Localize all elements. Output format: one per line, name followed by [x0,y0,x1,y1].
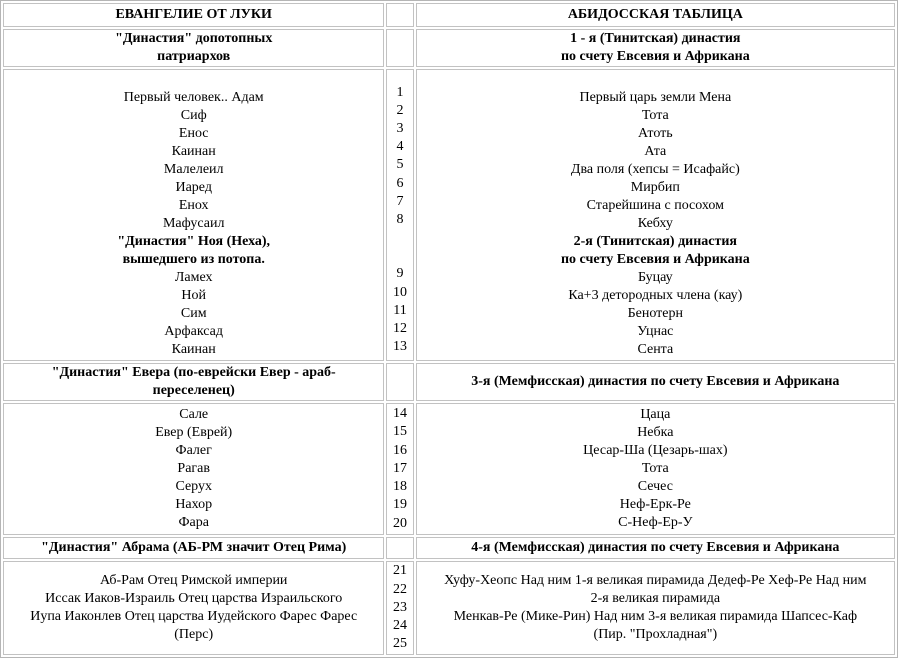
row-number: 17 [393,460,408,476]
header-number-spacer [386,3,413,27]
row-number: 5 [396,157,404,173]
list-item: Рагав [177,461,210,476]
block3-numbers [386,561,413,655]
list-item: 2-я великая пирамида [590,591,721,606]
title-line: "Династия" Евера (по-еврейски Евер - араб- [51,365,336,380]
title-line: патриархов [157,49,231,64]
row-number: 23 [393,599,408,615]
list-item: Старейшина с посохом [586,198,724,213]
block1-right [416,69,895,361]
row-number: 14 [393,406,408,422]
block1-numbers [386,69,413,361]
list-item: Ной [181,288,207,303]
list-item: Серух [175,479,212,494]
row-number: 8 [396,212,404,228]
title-line: по счету Евсевия и Африкана [560,49,750,64]
title-line: переселенец) [152,383,235,398]
block1-left [3,69,384,361]
list-item: Два поля (хепсы = Исафайс) [570,162,740,177]
block3-right [416,561,895,655]
row-number: 3 [396,121,404,137]
list-item: Тота [641,461,669,476]
list-item: Ата [644,144,667,159]
section3-left-title: "Династия" Абрама (АБ-РМ значит Отец Рима) [3,537,384,559]
header-left: ЕВАНГЕЛИЕ ОТ ЛУКИ [3,3,384,27]
section2-right-title: 3-я (Мемфисская) династия по счету Евсевия и Африкана [416,363,895,401]
list-item: Нахор [175,497,213,512]
list-item: (Пир. "Прохладная") [593,627,718,642]
list-item: Фалег [175,443,212,458]
block2-row [3,403,895,535]
list-item: Атоть [637,126,673,141]
row-number: 1 [396,84,404,100]
row-number: 10 [393,284,408,300]
list-item: Первый человек.. Адам [123,90,264,105]
list-item: Мафусаил [162,216,225,231]
list-item: Каинан [171,342,216,357]
list-item: Иссак Иаков-Израиль Отец царства Израильского [45,591,343,606]
list-item: Кебху [637,216,673,231]
title-line: 1 - я (Тинитская) династия [570,31,741,46]
row-number: 22 [393,581,408,597]
row-number: 13 [393,339,408,355]
row-number: 25 [393,636,408,652]
spacer [389,229,410,247]
list-item: Каинан [171,144,216,159]
row-number: 4 [396,139,404,155]
list-item: Цаца [640,407,671,422]
list-item: С-Неф-Ер-У [618,515,693,530]
list-item: Первый царь земли Мена [579,90,732,105]
block3-left [3,561,384,655]
block2-left [3,403,384,535]
list-item: Арфаксад [164,324,223,339]
list-item: Евер (Еврей) [155,425,233,440]
row-number: 9 [396,266,404,282]
row-number: 2 [396,102,404,118]
list-item: Менкав-Ре (Мике-Рин) Над ним 3-я великая пирамида Шапсес-Каф [453,609,858,624]
list-item: Тота [641,108,669,123]
row-number: 19 [393,497,408,513]
section3-title-row [3,537,895,559]
block3-row [3,561,895,655]
list-item: Неф-Ерк-Ре [619,497,691,512]
row-number: 6 [396,175,404,191]
list-item: Сим [180,306,207,321]
list-item: Сале [179,407,209,422]
list-item: Мирбип [630,180,680,195]
list-item: Хуфу-Хеопс Над ним 1-я великая пирамида Дедеф-Ре Хеф-Ре Над ним [444,573,867,588]
section3-right-title: 4-я (Мемфисская) династия по счету Евсевия и Африкана [416,537,895,559]
list-item: Фара [178,515,209,530]
list-item: Сиф [180,108,207,123]
title-line: "Династия" допотопных [115,31,273,46]
list-item: Буцау [637,270,673,285]
list-item: Бенотерн [627,306,684,321]
row-number: 7 [396,193,404,209]
row-number: 16 [393,442,408,458]
row-number: 21 [393,563,408,579]
row-number: 18 [393,479,408,495]
section3-number-spacer [386,537,413,559]
list-item: Енох [178,198,209,213]
section1-number-spacer [386,29,413,67]
header-right: АБИДОССКАЯ ТАБЛИЦА [416,3,895,27]
list-item: Иупа Иаконлев Отец царства Иудейского Фарес Фарес [30,609,358,624]
list-item: Сента [637,342,674,357]
list-item: Иаред [175,180,212,195]
row-number: 20 [393,515,408,531]
list-item: (Перс) [174,627,214,642]
section1-right-title [416,29,895,67]
row-number: 15 [393,424,408,440]
block2-numbers [386,403,413,535]
list-item: Ка+3 детородных члена (кау) [568,288,743,303]
list-item: Малелеил [163,162,224,177]
row-number: 11 [393,302,407,318]
subheading: "Династия" Ноя (Неха), [117,234,271,249]
section2-left-title [3,363,384,401]
section2-title-row [3,363,895,401]
list-item: Уцнас [637,324,674,339]
list-item: Аб-Рам Отец Римской империи [99,573,288,588]
subheading: 2-я (Тинитская) династия [573,234,738,249]
list-item: Цесар-Ша (Цезарь-шах) [583,443,728,458]
row-number: 12 [393,320,408,336]
row-number: 24 [393,618,408,634]
subheading: вышедшего из потопа. [122,252,265,267]
section1-left-title [3,29,384,67]
list-item: Небка [637,425,674,440]
header-row [3,3,895,27]
section2-number-spacer [386,363,413,401]
section1-title-row [3,29,895,67]
subheading: по счету Евсевия и Африкана [560,252,750,267]
list-item: Сечес [637,479,673,494]
list-item: Енос [178,126,209,141]
block1-row [3,69,895,361]
spacer [389,247,410,265]
block2-right [416,403,895,535]
list-item: Ламех [174,270,213,285]
